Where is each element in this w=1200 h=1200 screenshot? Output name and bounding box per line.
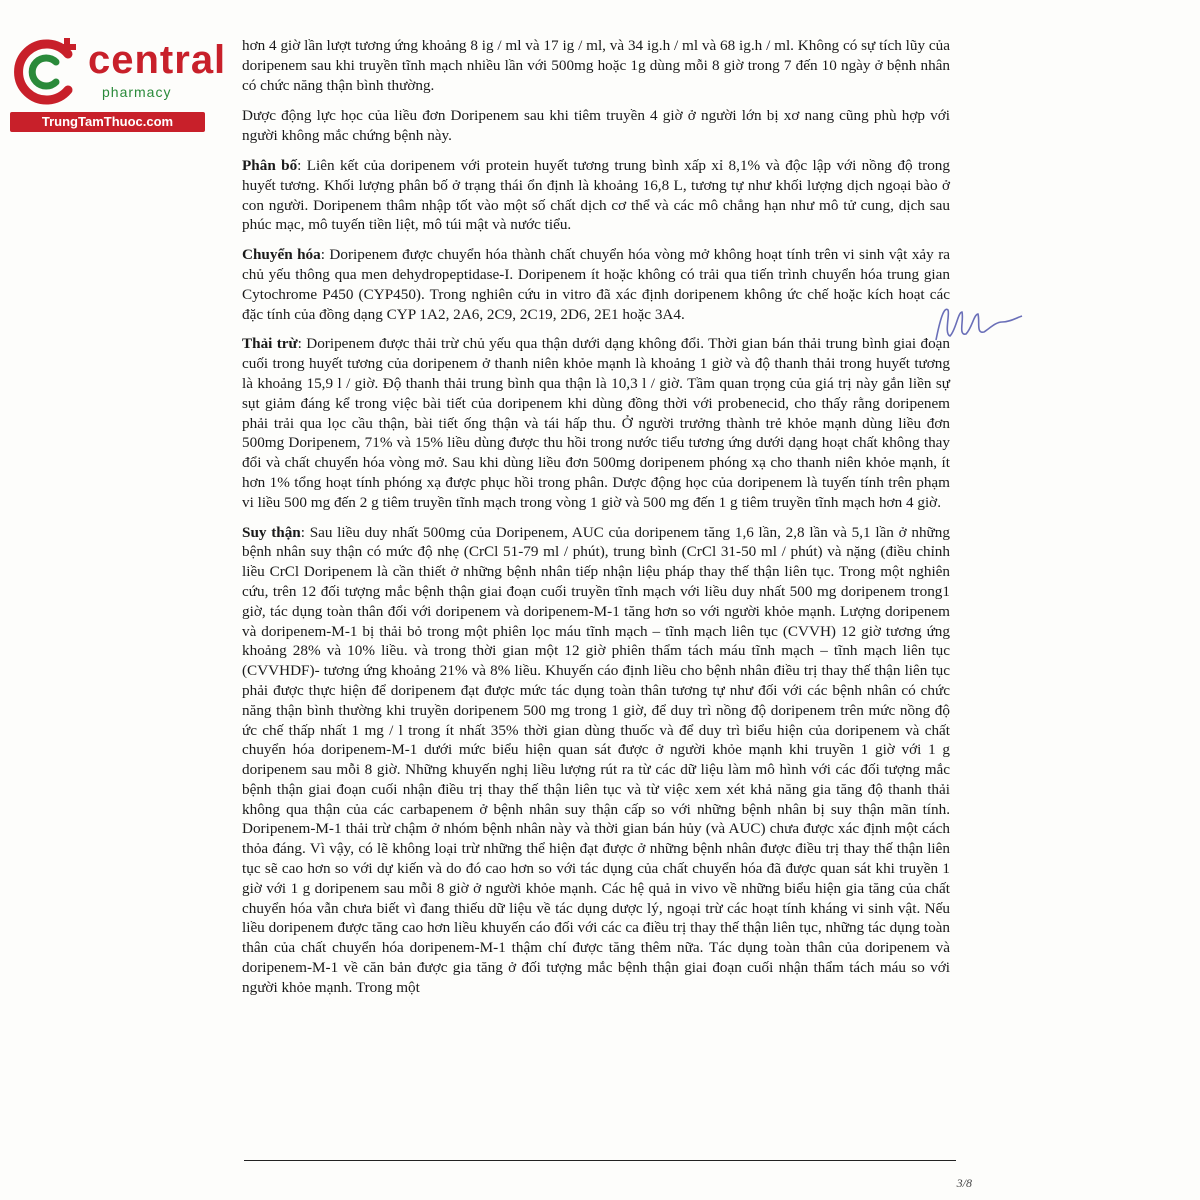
paragraph-text: hơn 4 giờ lần lượt tương ứng khoảng 8 ig / ml và 17 ig / ml, và 34 ig.h / ml và 68 ig.h / ml. Không có sự tích lũy của doripenem sau khi truyền tĩnh mạch nhiều lần với 500mg hoặc 1g dùng mỗi 8 giờ trong 7 đến 10 ngày ở bệnh nhân có chức năng thận bình thường.: [242, 37, 950, 94]
central-pharmacy-logo: [10, 34, 227, 134]
paragraph: [242, 106, 950, 146]
paragraph: [242, 334, 950, 512]
paragraph-heading: Thải trừ: [242, 335, 298, 353]
brand-url: TrungTamThuoc.com: [10, 112, 205, 132]
paragraph-text: : Liên kết của doripenem với protein huyết tương trung bình xấp xỉ 8,1% và độc lập với nồng độ trong huyết tương. Khối lượng phân bố ở trạng thái ổn định là khoảng 16,8 L, tương tự như khối lượng dịch ngoại bào ở con người. Doripenem thâm nhập tốt vào một số chất dịch cơ thể và các mô chẳng hạn như mô tử cung, dịch sau phúc mạc, mô tuyến tiền liệt, mô túi mật và nước tiểu.: [242, 156, 950, 234]
paragraph: [242, 156, 950, 235]
brand-sub: pharmacy: [102, 84, 172, 100]
paragraph-heading: Suy thận: [242, 523, 301, 541]
paragraph-text: Dược động lực học của liều đơn Doripenem sau khi tiêm truyền 4 giờ ở người lớn bị xơ nang cũng phù hợp với người không mắc chứng bệnh này.: [242, 107, 950, 145]
paragraph: [242, 36, 950, 95]
paragraph-heading: Phân bố: [242, 156, 298, 174]
paragraph-text: : Sau liều duy nhất 500mg của Doripenem, AUC của doripenem tăng 1,6 lần, 2,8 lần và 5,1 lần ở những bệnh nhân suy thận có mức độ nhẹ (CrCl 51-79 ml / phút), trung bình (CrCl 31-50 ml / phút) và nặng (điều chỉnh liều CrCl Doripenem là cần thiết ở những bệnh nhân tiếp nhận liệu pháp thay thế thận liên tục. Trong một nghiên cứu, trên 12 đối tượng mắc bệnh thận giai đoạn cuối truyền tĩnh mạch với liều duy nhất 500 mg doripenem trong1 giờ, tác dụng toàn thân đối với doripenem và doripenem-M-1 tăng hơn so với người khỏe mạnh. Lượng doripenem và doripenem-M-1 bị thải bỏ trong một phiên lọc máu tĩnh mạch – tĩnh mạch liên tục (CVVH) 12 giờ tương ứng khoảng 28% và 10% liều. và trong thời gian một 12 giờ phiên thẩm tách máu tĩnh mạch – tĩnh mạch liên tục (CVVHDF)- tương ứng khoảng 21% và 8% liều. Khuyến cáo định liều cho bệnh nhân điều trị thay thế thận liên tục phải được thực hiện để doripenem đạt được mức tác dụng toàn thân tương tự như đối với các bệnh nhân có chức năng thận bình thường khi truyền doripenem 500 mg trong 1 giờ, để duy trì nồng độ doripenem trên mức nồng độ ức chế thấp nhất 1 mg / l trong ít nhất 35% thời gian dùng thuốc và để duy trì biểu hiện của doripenem và chất chuyển hóa doripenem-M-1 dưới mức biểu hiện quan sát được ở người khỏe mạnh khi truyền 1 giờ với 1 g doripenem sau mỗi 8 giờ. Những khuyến nghị liều lượng rút ra từ các dữ liệu làm mô hình với các đối tượng mắc bệnh thận giai đoạn cuối nhận điều trị thay thế thận liên tục và từ việc xem xét khả năng gia tăng độ thanh thải không qua thận của các carbapenem ở bệnh nhân suy thận cấp so với những bệnh nhân bị suy thận mãn tính. Doripenem-M-1 thải trừ chậm ở nhóm bệnh nhân này và thời gian bán hủy (và AUC) chưa được xác định một cách thỏa đáng. Vì vậy, có lẽ không loại trừ những thể hiện đạt được ở những bệnh nhân được điều trị thay thế thận liên tục sẽ cao hơn so với dự kiến và do đó cao hơn so với tác dụng của chất chuyển hóa đã được quan sát khi truyền 1 giờ với 1 g doripenem sau mỗi 8 giờ ở người khỏe mạnh. Các hệ quả in vivo về những biểu hiện gia tăng của chất chuyển hóa vẫn chưa biết vì đang thiếu dữ liệu về tác dụng dược lý, ngoại trừ các hoạt tính kháng vi sinh vật. Nếu liều doripenem được tăng cao hơn liều khuyến cáo đối với các ca điều trị thay thế thận liên tục, những tác dụng toàn thân của chất chuyển hóa doripenem-M-1 thậm chí được tăng thêm nữa. Tác dụng toàn thân của doripenem và doripenem-M-1 về căn bản được gia tăng ở đối tượng mắc bệnh thận giai đoạn cuối nhận thẩm tách máu so với người khỏe mạnh. Trong một: [242, 523, 950, 996]
brand-name: central: [88, 38, 227, 82]
document-body: [242, 36, 950, 1008]
handwritten-signature: [930, 300, 1030, 355]
paragraph-heading: Chuyển hóa: [242, 246, 321, 264]
paragraph-text: : Doripenem được chuyển hóa thành chất chuyển hóa vòng mở không hoạt tính trên vi sinh vật xảy ra chủ yếu thông qua men dehydropeptidase-I. Doripenem ít hoặc không có trải qua tiến trình chuyển hóa trung gian Cytochrome P450 (CYP450). Trong nghiên cứu in vitro đã xác định doripenem không ức chế hoặc kích hoạt các đặc tính của đồng dạng CYP 1A2, 2A6, 2C9, 2C19, 2D6, 2E1 hoặc 3A4.: [242, 246, 951, 323]
footer-rule: [244, 1160, 956, 1161]
logo-mark-icon: [10, 34, 90, 110]
paragraph: [242, 523, 950, 998]
page-number: 3/8: [956, 1176, 972, 1190]
paragraph-text: : Doripenem được thải trừ chủ yếu qua thận dưới dạng không đổi. Thời gian bán thải trung bình giai đoạn cuối trong huyết tương của doripenem ở thanh niên khỏe mạnh là khoảng 1 giờ và độ thanh thải trong huyết tương là khoảng 15,9 l / giờ. Độ thanh thải trung bình qua thận là 10,3 l / giờ. Tầm quan trọng của giá trị này gắn liền sự sụt giảm đáng kể trong việc bài tiết của doripenem khi dùng đồng thời với probenecid, cho thấy rằng doripenem phải trải qua lọc cầu thận, bài tiết ống thận và tái hấp thu. Ở người trưởng thành trẻ khỏe mạnh dùng liều đơn 500mg Doripenem, 71% và 15% liều dùng được thu hồi trong nước tiểu tương ứng dưới dạng hoạt chất không thay đổi và chất chuyển hóa vòng mở. Sau khi dùng liều đơn 500mg doripenem phóng xạ cho thanh niên khỏe mạnh, ít hơn 1% tổng hoạt tính phóng xạ được phục hồi trong phân. Dược động học của doripenem là tuyến tính trên phạm vi liều 500 mg đến 2 g tiêm truyền tĩnh mạch trong vòng 1 giờ và 500 mg đến 1 g tiêm truyền tĩnh mạch hơn 4 giờ.: [242, 335, 950, 511]
paragraph: [242, 245, 950, 324]
